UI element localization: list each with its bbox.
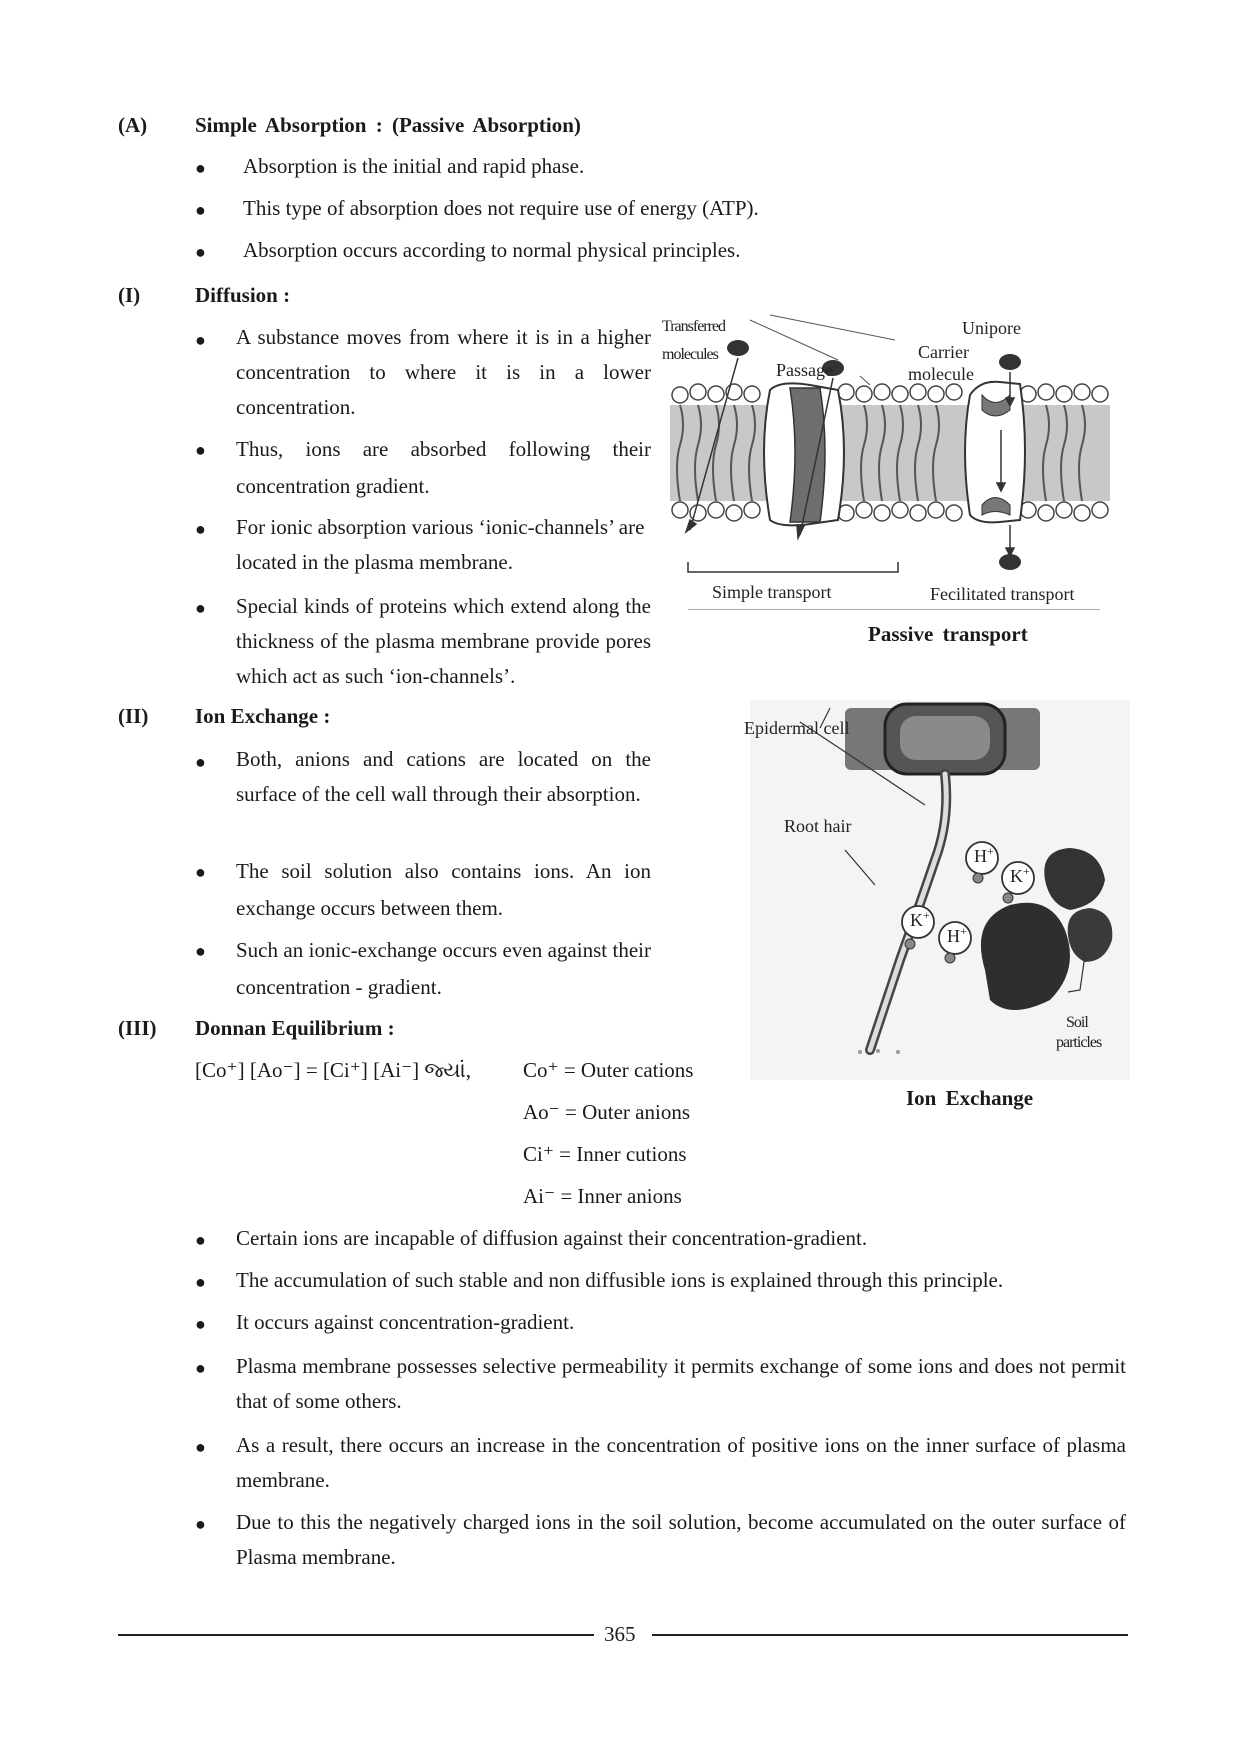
section-iii-bullet-3: It occurs against concentration-gradient.: [236, 1310, 575, 1334]
caption-passive-transport: Passive transport: [868, 622, 1028, 646]
section-a-title: Simple Absorption : (Passive Absorption): [195, 113, 581, 137]
section-a-bullet-3: Absorption occurs according to normal physical principles.: [243, 238, 741, 262]
bullet-icon: ●: [195, 598, 206, 618]
bullet-icon: ●: [195, 1437, 206, 1457]
bullet-icon: ●: [195, 1514, 206, 1534]
section-iii-bullet-1: Certain ions are incapable of diffusion against their concentration-gradient.: [236, 1226, 868, 1250]
label-simple-transport: Simple transport: [712, 582, 832, 602]
bullet-icon: ●: [195, 1272, 206, 1292]
bullet-icon: ●: [195, 862, 206, 882]
section-ii-bullet-1: Both, anions and cations are located on the surface of the cell wall through their absorption.: [236, 747, 651, 806]
bullet-icon: ●: [195, 330, 206, 350]
passive-transport-figure: [660, 310, 1130, 660]
label-facilitated-transport: Fecilitated transport: [930, 584, 1075, 604]
section-iii-title: Donnan Equilibrium :: [195, 1016, 395, 1040]
section-iii-bullet-6: Due to this the negatively charged ions in the soil solution, become accumulated on the outer surface of Plasma membrane.: [236, 1510, 1126, 1569]
label-molecules: molecules: [662, 346, 718, 363]
bullet-icon: ●: [195, 1358, 206, 1378]
section-i-label: (I): [118, 283, 141, 307]
section-i-title: Diffusion :: [195, 283, 291, 307]
section-i-bullet-1: A substance moves from where it is in a higher concentration to where it is in a lower concentration.: [236, 325, 651, 419]
section-ii-bullet-2: The soil solution also contains ions. An ion exchange occurs between them.: [236, 859, 651, 920]
section-i-bullet-4: Special kinds of proteins which extend along the thickness of the plasma membrane provide pores which act as such ‘ion-channels’.: [236, 594, 651, 688]
label-particles: particles: [1056, 1034, 1102, 1051]
caption-ion-exchange: Ion Exchange: [906, 1086, 1034, 1110]
label-transferred: Transferred: [662, 318, 726, 335]
section-a-bullet-2: This type of absorption does not require use of energy (ATP).: [243, 196, 759, 220]
label-epidermal-cell: Epidermal cell: [744, 718, 850, 738]
footer-rule-right: [652, 1634, 1128, 1636]
label-k-ion-2: K+: [910, 908, 930, 930]
label-passage: Passage: [776, 360, 833, 380]
section-ii-bullet-3: Such an ionic-exchange occurs even against their concentration - gradient.: [236, 938, 651, 999]
section-a-label: (A): [118, 113, 148, 137]
section-i-bullet-2: Thus, ions are absorbed following their concentration gradient.: [236, 437, 651, 498]
bullet-icon: ●: [195, 200, 206, 220]
section-ii-label: (II): [118, 704, 149, 728]
page-number: 365: [604, 1622, 636, 1646]
definition-outer-cations: Co⁺ = Outer cations: [523, 1058, 694, 1082]
definition-outer-anions: Ao⁻ = Outer anions: [523, 1100, 690, 1124]
label-molecule: molecule: [908, 364, 974, 384]
bullet-icon: ●: [195, 158, 206, 178]
label-h-ion-2: H+: [947, 924, 967, 946]
label-root-hair: Root hair: [784, 816, 852, 836]
section-iii-bullet-4: Plasma membrane possesses selective permeability it permits exchange of some ions and does not permit that of some others.: [236, 1354, 1126, 1413]
bullet-icon: ●: [195, 242, 206, 262]
section-iii-bullet-2: The accumulation of such stable and non diffusible ions is explained through this principle.: [236, 1268, 1004, 1292]
definition-inner-cations: Ci⁺ = Inner cutions: [523, 1142, 687, 1166]
label-soil: Soil: [1066, 1014, 1088, 1031]
bullet-icon: ●: [195, 440, 206, 460]
membrane-diagram: [660, 310, 1130, 610]
ion-exchange-figure: [744, 700, 1130, 1120]
label-unipore: Unipore: [962, 318, 1021, 338]
definition-inner-anions: Ai⁻ = Inner anions: [523, 1184, 682, 1208]
donnan-equation: [Co⁺] [Ao⁻] = [Ci⁺] [Ai⁻] જ્યાં,: [195, 1058, 471, 1082]
bullet-icon: ●: [195, 941, 206, 961]
section-i-bullet-3: For ionic absorption various ‘ionic-channels’ are located in the plasma membrane.: [236, 515, 645, 574]
footer-rule-left: [118, 1634, 594, 1636]
label-k-ion-1: K+: [1010, 864, 1030, 886]
bullet-icon: ●: [195, 1230, 206, 1250]
section-iii-bullet-5: As a result, there occurs an increase in the concentration of positive ions on the inner surface of plasma membrane.: [236, 1433, 1126, 1492]
bullet-icon: ●: [195, 1314, 206, 1334]
bullet-icon: ●: [195, 752, 206, 772]
section-a-bullet-1: Absorption is the initial and rapid phase.: [243, 154, 585, 178]
bullet-icon: ●: [195, 519, 206, 539]
section-iii-label: (III): [118, 1016, 157, 1040]
label-h-ion-1: H+: [974, 844, 994, 866]
section-ii-title: Ion Exchange :: [195, 704, 331, 728]
label-carrier: Carrier: [918, 342, 969, 362]
